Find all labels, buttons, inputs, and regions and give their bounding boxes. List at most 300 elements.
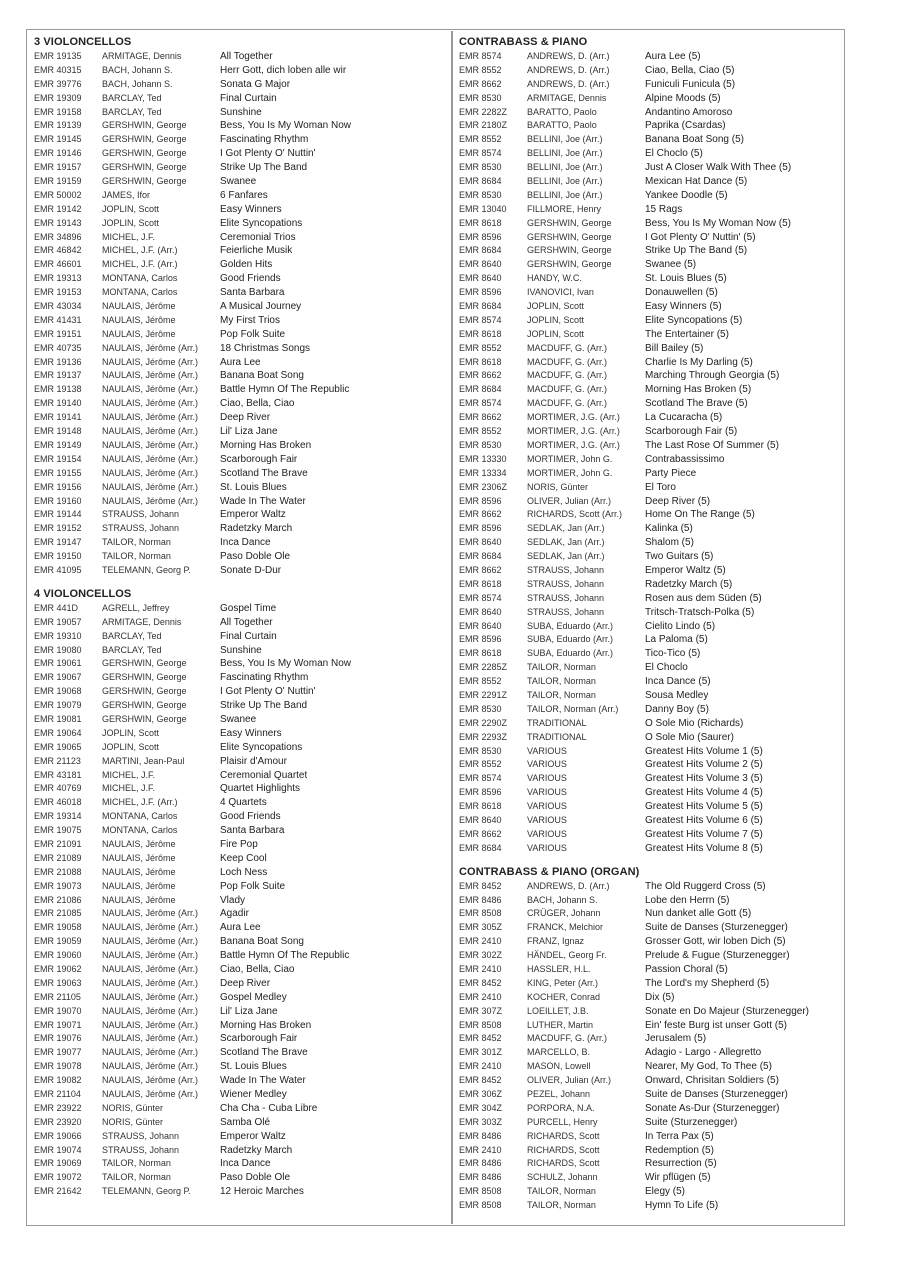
catalog-number: EMR 13330	[459, 453, 507, 464]
piece-title: Bess, You Is My Woman Now	[220, 120, 351, 132]
catalog-number: EMR 34896	[34, 231, 82, 242]
catalog-entry	[34, 1185, 446, 1199]
piece-title: Elite Syncopations	[220, 741, 303, 753]
composer-name: MORTIMER, J.G. (Arr.)	[527, 439, 620, 450]
composer-name: GERSHWIN, George	[102, 148, 187, 159]
section-4-violoncellos	[34, 586, 446, 1199]
catalog-entry	[459, 300, 845, 314]
catalog-number: EMR 2306Z	[459, 481, 508, 492]
catalog-number: EMR 2290Z	[459, 717, 508, 728]
catalog-entry	[34, 161, 446, 175]
composer-name: NAULAIS, Jérôme (Arr.)	[102, 439, 199, 450]
catalog-entry	[34, 550, 446, 564]
catalog-number: EMR 8530	[459, 745, 502, 756]
section-heading: CONTRABASS & PIANO	[459, 36, 588, 48]
composer-name: STRAUSS, Johann	[527, 592, 605, 603]
composer-name: GERSHWIN, George	[102, 162, 187, 173]
catalog-entry	[459, 703, 845, 717]
piece-title: Ein' feste Burg ist unser Gott (5)	[645, 1019, 787, 1031]
catalog-number: EMR 19136	[34, 356, 82, 367]
catalog-number: EMR 8596	[459, 523, 502, 534]
catalog-number: EMR 13040	[459, 203, 507, 214]
piece-title: Shalom (5)	[645, 537, 694, 549]
composer-name: SUBA, Eduardo (Arr.)	[527, 634, 614, 645]
piece-title: I Got Plenty O' Nuttin' (5)	[645, 231, 756, 243]
catalog-entry	[34, 92, 446, 106]
catalog-entry	[459, 1185, 845, 1199]
catalog-number: EMR 8574	[459, 398, 502, 409]
composer-name: GERSHWIN, George	[102, 176, 187, 187]
catalog-number: EMR 8530	[459, 92, 502, 103]
composer-name: FILLMORE, Henry	[527, 203, 602, 214]
catalog-entry	[34, 78, 446, 92]
piece-title: Tritsch-Tratsch-Polka (5)	[645, 606, 755, 618]
catalog-number: EMR 41431	[34, 314, 82, 325]
piece-title: Gospel Time	[220, 602, 277, 614]
composer-name: SEDLAK, Jan (Arr.)	[527, 551, 605, 562]
composer-name: MONTANA, Carlos	[102, 825, 178, 836]
catalog-entry	[459, 106, 845, 120]
composer-name: GERSHWIN, George	[527, 245, 612, 256]
composer-name: NAULAIS, Jérôme	[102, 838, 176, 849]
catalog-entry	[34, 258, 446, 272]
catalog-entry	[34, 467, 446, 481]
catalog-number: EMR 302Z	[459, 950, 503, 961]
catalog-list	[459, 50, 845, 856]
composer-name: NAULAIS, Jérôme (Arr.)	[102, 1075, 199, 1086]
piece-title: Onward, Chrisitan Soldiers (5)	[645, 1075, 779, 1087]
catalog-entry	[34, 119, 446, 133]
catalog-number: EMR 8618	[459, 578, 502, 589]
piece-title: Deep River	[220, 977, 271, 989]
composer-name: STRAUSS, Johann	[102, 509, 180, 520]
catalog-number: EMR 8662	[459, 78, 502, 89]
piece-title: Yankee Doodle (5)	[645, 189, 728, 201]
catalog-entry	[459, 1130, 845, 1144]
composer-name: NAULAIS, Jérôme (Arr.)	[102, 977, 199, 988]
catalog-entry	[34, 1157, 446, 1171]
piece-title: Inca Dance	[220, 537, 271, 549]
catalog-entry	[459, 1088, 845, 1102]
piece-title: Scarborough Fair	[220, 1033, 298, 1045]
catalog-entry	[459, 258, 845, 272]
catalog-number: EMR 19135	[34, 51, 82, 61]
catalog-entry	[459, 495, 845, 509]
composer-name: NAULAIS, Jérôme	[102, 314, 176, 325]
catalog-entry	[459, 689, 845, 703]
composer-name: GERSHWIN, George	[102, 134, 187, 145]
catalog-number: EMR 8574	[459, 51, 502, 61]
right-column	[459, 34, 845, 1213]
composer-name: NAULAIS, Jérôme (Arr.)	[102, 964, 199, 974]
composer-name: NAULAIS, Jérôme (Arr.)	[102, 426, 199, 437]
composer-name: JOPLIN, Scott	[527, 314, 585, 325]
composer-name: MORTIMER, J.G. (Arr.)	[527, 412, 620, 423]
piece-title: Swanee	[220, 176, 257, 188]
catalog-number: EMR 8596	[459, 287, 502, 298]
composer-name: KOCHER, Conrad	[527, 991, 601, 1002]
catalog-number: EMR 19062	[34, 964, 82, 974]
composer-name: MACDUFF, G. (Arr.)	[527, 342, 607, 353]
catalog-number: EMR 19057	[34, 616, 82, 627]
composer-name: GERSHWIN, George	[102, 672, 187, 683]
catalog-entry	[34, 356, 446, 370]
piece-title: St. Louis Blues (5)	[645, 273, 727, 285]
catalog-list	[459, 880, 845, 1213]
catalog-entry	[34, 1130, 446, 1144]
catalog-number: EMR 21642	[34, 1186, 82, 1197]
piece-title: Redemption (5)	[645, 1144, 714, 1156]
piece-title: Samba Olé	[220, 1116, 271, 1128]
piece-title: Easy Winners	[220, 203, 282, 215]
catalog-number: EMR 46842	[34, 245, 82, 256]
catalog-number: EMR 19143	[34, 217, 82, 228]
catalog-entry	[34, 894, 446, 908]
catalog-number: EMR 8574	[459, 773, 502, 784]
catalog-entry	[459, 745, 845, 759]
piece-title: Good Friends	[220, 273, 281, 285]
catalog-entry	[459, 481, 845, 495]
piece-title: Greatest Hits Volume 3 (5)	[645, 773, 763, 785]
catalog-entry	[459, 133, 845, 147]
composer-name: GERSHWIN, George	[102, 713, 187, 724]
piece-title: Aura Lee	[220, 922, 261, 934]
composer-name: STRAUSS, Johann	[527, 564, 605, 575]
composer-name: VARIOUS	[527, 814, 567, 825]
catalog-entry	[459, 1019, 845, 1033]
composer-name: PORPORA, N.A.	[527, 1102, 595, 1113]
catalog-entry	[459, 991, 845, 1005]
piece-title: Wade In The Water	[220, 1075, 306, 1087]
section-contrabass-piano	[459, 34, 845, 856]
composer-name: VARIOUS	[527, 828, 567, 839]
catalog-number: EMR 8596	[459, 495, 502, 506]
composer-name: VARIOUS	[527, 842, 567, 853]
piece-title: Cha Cha - Cuba Libre	[220, 1102, 318, 1114]
composer-name: NAULAIS, Jérôme	[102, 852, 176, 863]
catalog-number: EMR 8684	[459, 384, 502, 395]
catalog-entry	[459, 1060, 845, 1074]
catalog-number: EMR 8530	[459, 162, 502, 173]
composer-name: BACH, Johann S.	[102, 78, 173, 89]
piece-title: Elite Syncopations (5)	[645, 314, 743, 326]
piece-title: Greatest Hits Volume 1 (5)	[645, 745, 763, 757]
catalog-number: EMR 39776	[34, 78, 82, 89]
catalog-number: EMR 19151	[34, 328, 82, 339]
catalog-number: EMR 19147	[34, 537, 82, 548]
catalog-entry	[34, 1088, 446, 1102]
catalog-number: EMR 19144	[34, 509, 82, 520]
catalog-number: EMR 43034	[34, 301, 82, 312]
catalog-entry	[459, 314, 845, 328]
catalog-number: EMR 8508	[459, 1019, 502, 1030]
piece-title: Dix (5)	[645, 991, 675, 1003]
catalog-number: EMR 19075	[34, 825, 82, 836]
catalog-entry	[34, 727, 446, 741]
catalog-entry	[34, 685, 446, 699]
composer-name: SEDLAK, Jan (Arr.)	[527, 523, 605, 534]
catalog-number: EMR 41095	[34, 564, 82, 575]
catalog-entry	[459, 328, 845, 342]
catalog-list	[34, 602, 446, 1199]
catalog-entry	[34, 272, 446, 286]
piece-title: Sonate As-Dur (Sturzenegger)	[645, 1102, 780, 1114]
composer-name: BELLINI, Joe (Arr.)	[527, 134, 603, 145]
catalog-entry	[34, 425, 446, 439]
composer-name: NAULAIS, Jérôme	[102, 880, 176, 891]
piece-title: Suite de Danses (Sturzenegger)	[645, 1089, 788, 1101]
composer-name: JOPLIN, Scott	[102, 741, 160, 752]
piece-title: Rosen aus dem Süden (5)	[645, 592, 762, 604]
catalog-number: EMR 8486	[459, 894, 502, 905]
composer-name: HASSLER, H.L.	[527, 964, 591, 974]
piece-title: Final Curtain	[220, 92, 277, 104]
catalog-entry	[459, 78, 845, 92]
piece-title: Deep River (5)	[645, 495, 711, 507]
catalog-entry	[34, 935, 446, 949]
catalog-number: EMR 19160	[34, 495, 82, 506]
composer-name: TAILOR, Norman	[527, 676, 596, 687]
catalog-entry	[34, 564, 446, 578]
composer-name: NAULAIS, Jérôme (Arr.)	[102, 950, 199, 961]
catalog-number: EMR 19072	[34, 1172, 82, 1183]
composer-name: NAULAIS, Jérôme (Arr.)	[102, 1047, 199, 1058]
catalog-number: EMR 19149	[34, 439, 82, 450]
catalog-number: EMR 19137	[34, 370, 82, 381]
catalog-entry	[459, 647, 845, 661]
catalog-number: EMR 21089	[34, 852, 82, 863]
piece-title: El Choclo (5)	[645, 148, 703, 160]
piece-title: Santa Barbara	[220, 287, 285, 299]
catalog-number: EMR 2410	[459, 936, 502, 947]
composer-name: MONTANA, Carlos	[102, 811, 178, 822]
piece-title: El Toro	[645, 481, 676, 493]
piece-title: Suite (Sturzenegger)	[645, 1116, 738, 1128]
catalog-number: EMR 8618	[459, 217, 502, 228]
catalog-number: EMR 8486	[459, 1158, 502, 1169]
catalog-entry	[34, 1046, 446, 1060]
catalog-entry	[459, 800, 845, 814]
catalog-number: EMR 8552	[459, 134, 502, 145]
catalog-number: EMR 19065	[34, 741, 82, 752]
composer-name: GERSHWIN, George	[102, 700, 187, 711]
piece-title: Cielito Lindo (5)	[645, 620, 716, 632]
catalog-entry	[459, 397, 845, 411]
piece-title: St. Louis Blues	[220, 481, 287, 493]
piece-title: 4 Quartets	[220, 797, 267, 809]
catalog-number: EMR 8452	[459, 1033, 502, 1044]
piece-title: Greatest Hits Volume 5 (5)	[645, 801, 763, 813]
catalog-entry	[459, 217, 845, 231]
catalog-entry	[459, 564, 845, 578]
piece-title: Easy Winners (5)	[645, 301, 722, 313]
composer-name: KING, Peter (Arr.)	[527, 977, 599, 988]
composer-name: NAULAIS, Jérôme (Arr.)	[102, 1089, 199, 1100]
catalog-number: EMR 19157	[34, 162, 82, 173]
composer-name: BARATTO, Paolo	[527, 106, 597, 117]
composer-name: TELEMANN, Georg P.	[102, 564, 191, 575]
piece-title: 18 Christmas Songs	[220, 342, 311, 354]
piece-title: Bess, You Is My Woman Now (5)	[645, 217, 791, 229]
catalog-number: EMR 306Z	[459, 1089, 503, 1100]
catalog-number: EMR 8618	[459, 801, 502, 812]
piece-title: Elite Syncopations	[220, 217, 303, 229]
composer-name: VARIOUS	[527, 773, 567, 784]
piece-title: Wade In The Water	[220, 495, 306, 507]
piece-title: Andantino Amoroso	[645, 106, 733, 118]
catalog-number: EMR 19077	[34, 1047, 82, 1058]
catalog-number: EMR 19082	[34, 1075, 82, 1086]
composer-name: MARCELLO, B.	[527, 1047, 591, 1058]
piece-title: The Old Ruggerd Cross (5)	[645, 880, 766, 892]
catalog-number: EMR 19158	[34, 106, 82, 117]
piece-title: Banana Boat Song	[220, 936, 304, 948]
catalog-number: EMR 19154	[34, 453, 82, 464]
composer-name: NAULAIS, Jérôme	[102, 328, 176, 339]
catalog-number: EMR 8574	[459, 148, 502, 159]
piece-title: Greatest Hits Volume 4 (5)	[645, 787, 763, 799]
piece-title: Greatest Hits Volume 7 (5)	[645, 828, 763, 840]
composer-name: MICHEL, J.F. (Arr.)	[102, 245, 178, 256]
composer-name: MONTANA, Carlos	[102, 273, 178, 284]
piece-title: Keep Cool	[220, 852, 267, 864]
catalog-number: EMR 2410	[459, 964, 502, 974]
piece-title: Vlady	[220, 894, 246, 906]
piece-title: Elegy (5)	[645, 1186, 686, 1198]
piece-title: Scotland The Brave	[220, 1047, 308, 1059]
piece-title: Emperor Waltz (5)	[645, 564, 726, 576]
catalog-entry	[459, 342, 845, 356]
composer-name: FRANZ, Ignaz	[527, 936, 585, 947]
piece-title: Ceremonial Quartet	[220, 769, 308, 781]
composer-name: JAMES, Ifor	[102, 189, 151, 200]
composer-name: STRAUSS, Johann	[102, 523, 180, 534]
catalog-entry	[34, 921, 446, 935]
catalog-entry	[34, 314, 446, 328]
piece-title: Pop Folk Suite	[220, 880, 286, 892]
composer-name: RICHARDS, Scott	[527, 1144, 600, 1155]
catalog-entry	[459, 244, 845, 258]
catalog-number: EMR 19148	[34, 426, 82, 437]
piece-title: A Musical Journey	[220, 301, 302, 313]
catalog-number: EMR 19310	[34, 630, 82, 641]
catalog-number: EMR 8684	[459, 301, 502, 312]
catalog-entry	[34, 838, 446, 852]
composer-name: NAULAIS, Jérôme (Arr.)	[102, 1033, 199, 1044]
piece-title: Suite de Danses (Sturzenegger)	[645, 922, 788, 934]
catalog-entry	[459, 453, 845, 467]
piece-title: Aura Lee (5)	[645, 51, 701, 62]
catalog-entry	[459, 894, 845, 908]
piece-title: Danny Boy (5)	[645, 703, 709, 715]
composer-name: STRAUSS, Johann	[527, 606, 605, 617]
catalog-number: EMR 21085	[34, 908, 82, 919]
catalog-entry	[459, 880, 845, 894]
piece-title: Party Piece	[645, 467, 697, 479]
piece-title: Charlie Is My Darling (5)	[645, 356, 753, 368]
catalog-entry	[34, 769, 446, 783]
column-divider	[451, 31, 453, 1224]
piece-title: Strike Up The Band (5)	[645, 245, 748, 257]
piece-title: Swanee	[220, 713, 257, 725]
catalog-entry	[459, 1046, 845, 1060]
catalog-number: EMR 40769	[34, 783, 82, 794]
catalog-number: EMR 13334	[459, 467, 507, 478]
composer-name: NAULAIS, Jérôme (Arr.)	[102, 356, 199, 367]
catalog-number: EMR 40315	[34, 64, 82, 75]
catalog-entry	[459, 661, 845, 675]
piece-title: Sousa Medley	[645, 689, 709, 701]
piece-title: Gospel Medley	[220, 991, 287, 1003]
catalog-number: EMR 46601	[34, 259, 82, 270]
catalog-number: EMR 8486	[459, 1130, 502, 1141]
catalog-number: EMR 8530	[459, 189, 502, 200]
catalog-entry	[459, 731, 845, 745]
catalog-number: EMR 23922	[34, 1102, 82, 1113]
catalog-entry	[34, 741, 446, 755]
composer-name: CRÜGER, Johann	[527, 908, 601, 919]
composer-name: TRADITIONAL	[527, 717, 587, 728]
piece-title: Loch Ness	[220, 866, 268, 878]
catalog-number: EMR 8508	[459, 1200, 502, 1211]
catalog-entry	[34, 133, 446, 147]
composer-name: SEDLAK, Jan (Arr.)	[527, 537, 605, 548]
piece-title: Mexican Hat Dance (5)	[645, 176, 748, 188]
catalog-number: EMR 8452	[459, 880, 502, 891]
composer-name: TAILOR, Norman	[527, 662, 596, 673]
piece-title: Deep River	[220, 412, 271, 424]
composer-name: NAULAIS, Jérôme (Arr.)	[102, 370, 199, 381]
composer-name: IVANOVICI, Ivan	[527, 287, 594, 298]
catalog-number: EMR 19142	[34, 203, 82, 214]
composer-name: NORIS, Günter	[527, 481, 589, 492]
catalog-entry	[34, 671, 446, 685]
catalog-number: EMR 8618	[459, 328, 502, 339]
composer-name: STRAUSS, Johann	[527, 578, 605, 589]
piece-title: Wiener Medley	[220, 1089, 287, 1101]
catalog-number: EMR 19150	[34, 551, 82, 562]
catalog-number: EMR 2180Z	[459, 120, 508, 131]
composer-name: NAULAIS, Jérôme (Arr.)	[102, 453, 199, 464]
composer-name: BELLINI, Joe (Arr.)	[527, 162, 603, 173]
catalog-number: EMR 8640	[459, 814, 502, 825]
catalog-entry	[34, 810, 446, 824]
piece-title: Greatest Hits Volume 6 (5)	[645, 814, 763, 826]
composer-name: MACDUFF, G. (Arr.)	[527, 370, 607, 381]
catalog-number: EMR 8684	[459, 551, 502, 562]
catalog-entry	[34, 796, 446, 810]
composer-name: JOPLIN, Scott	[527, 301, 585, 312]
catalog-entry	[34, 286, 446, 300]
catalog-entry	[34, 495, 446, 509]
catalog-entry	[34, 175, 446, 189]
catalog-entry	[459, 1157, 845, 1171]
piece-title: Quartet Highlights	[220, 783, 301, 795]
piece-title: Alpine Moods (5)	[645, 92, 721, 104]
catalog-number: EMR 8452	[459, 977, 502, 988]
catalog-number: EMR 8684	[459, 245, 502, 256]
catalog-entry	[34, 453, 446, 467]
composer-name: MACDUFF, G. (Arr.)	[527, 384, 607, 395]
piece-title: Tico-Tico (5)	[645, 648, 701, 660]
catalog-entry	[459, 620, 845, 634]
catalog-number: EMR 301Z	[459, 1047, 503, 1058]
composer-name: MACDUFF, G. (Arr.)	[527, 356, 607, 367]
piece-title: Strike Up The Band	[220, 162, 308, 174]
piece-title: Two Guitars (5)	[645, 551, 714, 563]
catalog-entry	[459, 189, 845, 203]
catalog-number: EMR 19078	[34, 1061, 82, 1072]
